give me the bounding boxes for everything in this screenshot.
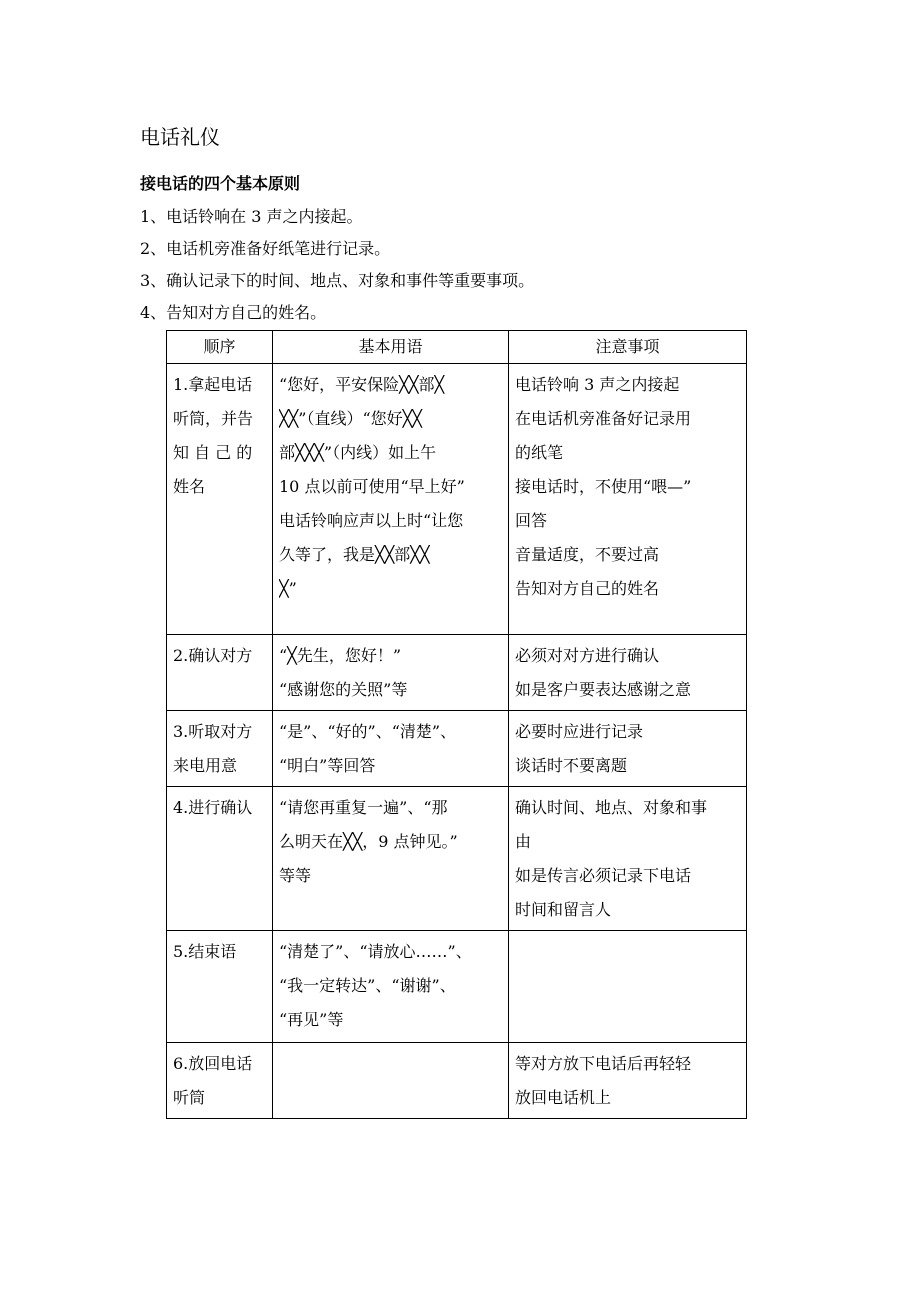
cell-line: 如是传言必须记录下电话 (515, 866, 692, 885)
cell-line: 必要时应进行记录 (515, 722, 644, 741)
header-notes: 注意事项 (509, 331, 747, 364)
notes-cell (509, 364, 747, 635)
cell-line: 4.进行确认 (173, 798, 253, 817)
cell-line: 电话铃响应声以上时“让您 (279, 511, 464, 530)
cell-line: 5.结束语 (173, 942, 237, 961)
step-cell (167, 364, 273, 635)
phrases-cell (273, 787, 509, 931)
cell-line: 由 (515, 832, 532, 851)
table-row (167, 711, 747, 787)
cell-line: 么明天在╳╳，9 点钟见。” (279, 832, 458, 851)
phrases-cell (273, 1043, 509, 1119)
cell-line: 等等 (279, 866, 312, 885)
cell-line: “请您再重复一遍”、“那 (279, 798, 448, 817)
cell-line: 在电话机旁准备好记录用 (515, 409, 692, 428)
notes-cell (509, 787, 747, 931)
table-body (167, 364, 747, 1119)
cell-line: 电话铃响 3 声之内接起 (515, 375, 680, 394)
cell-line: ╳╳”（直线）“您好╳╳ (279, 409, 422, 428)
cell-line: 部╳╳╳”（内线）如上午 (279, 443, 437, 462)
cell-line: “您好，平安保险╳╳部╳ (279, 375, 445, 394)
cell-line: “清楚了”、“请放心……”、 (279, 942, 472, 961)
cell-line: 接电话时，不使用“喂—” (515, 477, 692, 496)
cell-line: 必须对对方进行确认 (515, 646, 660, 665)
table-row (167, 635, 747, 711)
cell-line: 来电用意 (173, 756, 238, 775)
phrases-cell (273, 931, 509, 1043)
step-cell (167, 635, 273, 711)
table-header-row (167, 331, 747, 364)
principle-item: 2、电话机旁准备好纸笔进行记录。 (140, 239, 391, 258)
step-cell (167, 787, 273, 931)
cell-line: 1.拿起电话 (173, 375, 253, 394)
cell-line: “再见”等 (279, 1010, 344, 1029)
cell-line: “╳先生，您好！” (279, 646, 401, 665)
etiquette-table (166, 330, 747, 1119)
step-cell (167, 1043, 273, 1119)
notes-cell (509, 711, 747, 787)
cell-line: 放回电话机上 (515, 1088, 612, 1107)
cell-line: 知 自 己 的 (173, 443, 253, 462)
cell-line: 确认时间、地点、对象和事 (515, 798, 708, 817)
cell-line: “明白”等回答 (279, 756, 376, 775)
notes-cell (509, 1043, 747, 1119)
notes-cell (509, 635, 747, 711)
principle-item: 3、确认记录下的时间、地点、对象和事件等重要事项。 (140, 271, 535, 290)
step-cell (167, 931, 273, 1043)
cell-line: 的纸笔 (515, 443, 564, 462)
cell-line: 10 点以前可使用“早上好” (279, 477, 465, 496)
cell-line: “感谢您的关照”等 (279, 680, 408, 699)
cell-line: 时间和留言人 (515, 900, 612, 919)
phrases-cell (273, 711, 509, 787)
cell-line: 听筒，并告 (173, 409, 254, 428)
cell-line: “我一定转达”、“谢谢”、 (279, 976, 456, 995)
table-row (167, 931, 747, 1043)
cell-line: “是”、“好的”、“清楚”、 (279, 722, 457, 741)
cell-line: 听筒 (173, 1088, 206, 1107)
section-heading: 接电话的四个基本原则 (140, 174, 301, 193)
step-cell (167, 711, 273, 787)
phrases-cell (273, 635, 509, 711)
table-row (167, 364, 747, 635)
cell-line: 告知对方自己的姓名 (515, 579, 660, 598)
cell-line: 3.听取对方 (173, 722, 253, 741)
principles-list (140, 203, 534, 331)
phrases-cell (273, 364, 509, 635)
page-title: 电话礼仪 (140, 125, 220, 149)
principle-item: 4、告知对方自己的姓名。 (140, 303, 327, 322)
cell-line: 等对方放下电话后再轻轻 (515, 1054, 692, 1073)
cell-line: 久等了，我是╳╳部╳╳ (279, 545, 430, 564)
cell-line: 6.放回电话 (173, 1054, 253, 1073)
notes-cell (509, 931, 747, 1043)
table-row (167, 1043, 747, 1119)
cell-line: 音量适度，不要过高 (515, 545, 660, 564)
header-order: 顺序 (167, 331, 273, 364)
cell-line: 如是客户要表达感谢之意 (515, 680, 692, 699)
table-row (167, 787, 747, 931)
principle-item: 1、电话铃响在 3 声之内接起。 (140, 207, 363, 226)
cell-line: 谈话时不要离题 (515, 756, 628, 775)
cell-line: 姓名 (173, 477, 206, 496)
header-phrases: 基本用语 (273, 331, 509, 364)
cell-line: ╳” (279, 579, 297, 598)
cell-line: 2.确认对方 (173, 646, 253, 665)
cell-line: 回答 (515, 511, 548, 530)
